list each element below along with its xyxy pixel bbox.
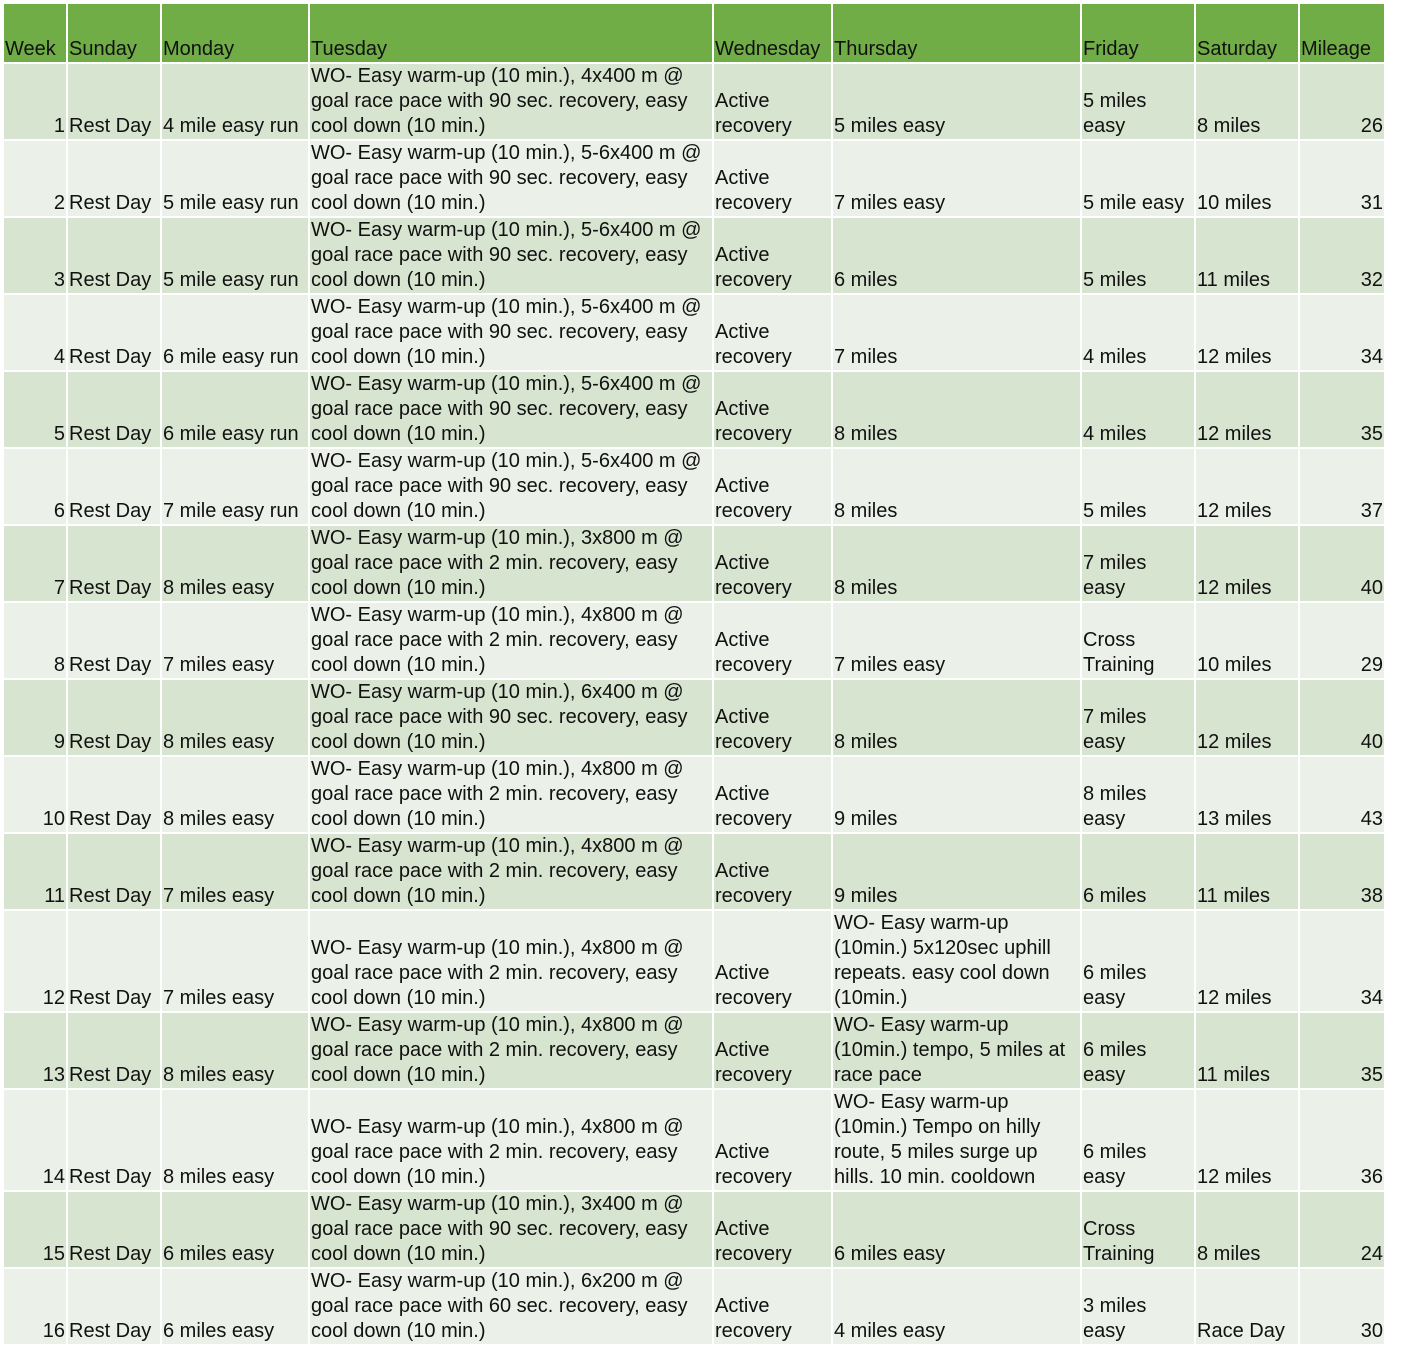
cell-mileage: 36: [1300, 1090, 1384, 1190]
cell-wednesday: Active recovery: [714, 911, 831, 1011]
training-plan-table: [2, 2, 1386, 1346]
cell-mileage: 35: [1300, 372, 1384, 447]
table-row: [4, 64, 1384, 139]
table-row: [4, 680, 1384, 755]
cell-week: 16: [4, 1269, 66, 1344]
header-mileage: Mileage: [1300, 4, 1384, 62]
header-sunday: Sunday: [68, 4, 160, 62]
table-row: [4, 911, 1384, 1011]
cell-wednesday: Active recovery: [714, 1269, 831, 1344]
cell-tuesday: WO- Easy warm-up (10 min.), 5-6x400 m @ goal race pace with 90 sec. recovery, easy cool down (10 min.): [310, 449, 712, 524]
header-wednesday: Wednesday: [714, 4, 831, 62]
cell-saturday: 8 miles: [1196, 1192, 1298, 1267]
cell-wednesday: Active recovery: [714, 141, 831, 216]
cell-friday: 6 miles easy: [1082, 1013, 1194, 1088]
cell-tuesday: WO- Easy warm-up (10 min.), 4x800 m @ goal race pace with 2 min. recovery, easy cool down (10 min.): [310, 834, 712, 909]
cell-wednesday: Active recovery: [714, 834, 831, 909]
cell-wednesday: Active recovery: [714, 680, 831, 755]
cell-mileage: 37: [1300, 449, 1384, 524]
cell-wednesday: Active recovery: [714, 1192, 831, 1267]
table-row: [4, 218, 1384, 293]
header-week: Week: [4, 4, 66, 62]
cell-tuesday: WO- Easy warm-up (10 min.), 3x800 m @ goal race pace with 2 min. recovery, easy cool down (10 min.): [310, 526, 712, 601]
cell-tuesday: WO- Easy warm-up (10 min.), 5-6x400 m @ goal race pace with 90 sec. recovery, easy cool down (10 min.): [310, 295, 712, 370]
cell-sunday: Rest Day: [68, 680, 160, 755]
cell-saturday: 12 miles: [1196, 295, 1298, 370]
cell-week: 10: [4, 757, 66, 832]
cell-saturday: 12 miles: [1196, 372, 1298, 447]
header-monday: Monday: [162, 4, 308, 62]
cell-wednesday: Active recovery: [714, 1013, 831, 1088]
cell-mileage: 31: [1300, 141, 1384, 216]
cell-friday: 5 mile easy: [1082, 141, 1194, 216]
cell-monday: 5 mile easy run: [162, 141, 308, 216]
cell-thursday: WO- Easy warm-up (10min.) 5x120sec uphill repeats. easy cool down (10min.): [833, 911, 1080, 1011]
cell-wednesday: Active recovery: [714, 449, 831, 524]
cell-thursday: 8 miles: [833, 449, 1080, 524]
cell-wednesday: Active recovery: [714, 372, 831, 447]
header-thursday: Thursday: [833, 4, 1080, 62]
table-row: [4, 1192, 1384, 1267]
cell-saturday: 12 miles: [1196, 449, 1298, 524]
cell-saturday: 11 miles: [1196, 834, 1298, 909]
cell-monday: 7 miles easy: [162, 911, 308, 1011]
cell-saturday: 10 miles: [1196, 603, 1298, 678]
cell-monday: 8 miles easy: [162, 1013, 308, 1088]
cell-week: 5: [4, 372, 66, 447]
cell-saturday: 12 miles: [1196, 911, 1298, 1011]
cell-tuesday: WO- Easy warm-up (10 min.), 4x800 m @ goal race pace with 2 min. recovery, easy cool down (10 min.): [310, 603, 712, 678]
cell-tuesday: WO- Easy warm-up (10 min.), 5-6x400 m @ goal race pace with 90 sec. recovery, easy cool down (10 min.): [310, 372, 712, 447]
cell-saturday: 8 miles: [1196, 64, 1298, 139]
cell-wednesday: Active recovery: [714, 603, 831, 678]
cell-friday: Cross Training: [1082, 603, 1194, 678]
cell-thursday: 9 miles: [833, 757, 1080, 832]
cell-week: 14: [4, 1090, 66, 1190]
cell-thursday: 7 miles: [833, 295, 1080, 370]
cell-monday: 6 miles easy: [162, 1269, 308, 1344]
cell-mileage: 34: [1300, 295, 1384, 370]
cell-saturday: 13 miles: [1196, 757, 1298, 832]
cell-sunday: Rest Day: [68, 372, 160, 447]
cell-thursday: 6 miles easy: [833, 1192, 1080, 1267]
table-row: [4, 372, 1384, 447]
table-row: [4, 1013, 1384, 1088]
cell-mileage: 35: [1300, 1013, 1384, 1088]
cell-sunday: Rest Day: [68, 1192, 160, 1267]
cell-week: 8: [4, 603, 66, 678]
cell-week: 12: [4, 911, 66, 1011]
cell-friday: 6 miles easy: [1082, 1090, 1194, 1190]
cell-wednesday: Active recovery: [714, 218, 831, 293]
table-row: [4, 141, 1384, 216]
cell-sunday: Rest Day: [68, 1090, 160, 1190]
cell-wednesday: Active recovery: [714, 64, 831, 139]
cell-friday: 4 miles: [1082, 372, 1194, 447]
cell-sunday: Rest Day: [68, 141, 160, 216]
cell-week: 2: [4, 141, 66, 216]
table-row: [4, 526, 1384, 601]
cell-sunday: Rest Day: [68, 1269, 160, 1344]
cell-monday: 7 miles easy: [162, 603, 308, 678]
cell-sunday: Rest Day: [68, 295, 160, 370]
cell-thursday: 8 miles: [833, 372, 1080, 447]
cell-saturday: 10 miles: [1196, 141, 1298, 216]
cell-mileage: 29: [1300, 603, 1384, 678]
cell-wednesday: Active recovery: [714, 757, 831, 832]
cell-friday: 8 miles easy: [1082, 757, 1194, 832]
cell-monday: 4 mile easy run: [162, 64, 308, 139]
cell-week: 13: [4, 1013, 66, 1088]
cell-monday: 7 mile easy run: [162, 449, 308, 524]
cell-friday: 7 miles easy: [1082, 680, 1194, 755]
cell-friday: 5 miles easy: [1082, 64, 1194, 139]
cell-week: 9: [4, 680, 66, 755]
table-row: [4, 834, 1384, 909]
cell-mileage: 30: [1300, 1269, 1384, 1344]
cell-saturday: 11 miles: [1196, 1013, 1298, 1088]
table-row: [4, 295, 1384, 370]
cell-sunday: Rest Day: [68, 834, 160, 909]
cell-thursday: 5 miles easy: [833, 64, 1080, 139]
cell-week: 6: [4, 449, 66, 524]
cell-tuesday: WO- Easy warm-up (10 min.), 4x800 m @ goal race pace with 2 min. recovery, easy cool down (10 min.): [310, 1013, 712, 1088]
cell-tuesday: WO- Easy warm-up (10 min.), 4x800 m @ goal race pace with 2 min. recovery, easy cool down (10 min.): [310, 911, 712, 1011]
cell-week: 15: [4, 1192, 66, 1267]
cell-mileage: 24: [1300, 1192, 1384, 1267]
cell-tuesday: WO- Easy warm-up (10 min.), 4x400 m @ goal race pace with 90 sec. recovery, easy cool down (10 min.): [310, 64, 712, 139]
cell-sunday: Rest Day: [68, 757, 160, 832]
header-tuesday: Tuesday: [310, 4, 712, 62]
cell-mileage: 40: [1300, 680, 1384, 755]
cell-friday: 5 miles: [1082, 218, 1194, 293]
cell-week: 4: [4, 295, 66, 370]
table-row: [4, 449, 1384, 524]
cell-saturday: 12 miles: [1196, 1090, 1298, 1190]
cell-monday: 6 mile easy run: [162, 295, 308, 370]
cell-saturday: 12 miles: [1196, 526, 1298, 601]
cell-week: 7: [4, 526, 66, 601]
cell-thursday: 9 miles: [833, 834, 1080, 909]
cell-friday: 6 miles easy: [1082, 911, 1194, 1011]
cell-monday: 5 mile easy run: [162, 218, 308, 293]
cell-tuesday: WO- Easy warm-up (10 min.), 6x200 m @ goal race pace with 60 sec. recovery, easy cool down (10 min.): [310, 1269, 712, 1344]
cell-saturday: 11 miles: [1196, 218, 1298, 293]
cell-monday: 6 miles easy: [162, 1192, 308, 1267]
cell-mileage: 38: [1300, 834, 1384, 909]
cell-mileage: 40: [1300, 526, 1384, 601]
cell-tuesday: WO- Easy warm-up (10 min.), 3x400 m @ goal race pace with 90 sec. recovery, easy cool down (10 min.): [310, 1192, 712, 1267]
cell-friday: 7 miles easy: [1082, 526, 1194, 601]
cell-monday: 7 miles easy: [162, 834, 308, 909]
cell-thursday: 7 miles easy: [833, 141, 1080, 216]
cell-thursday: 8 miles: [833, 680, 1080, 755]
cell-friday: 5 miles: [1082, 449, 1194, 524]
cell-tuesday: WO- Easy warm-up (10 min.), 4x800 m @ goal race pace with 2 min. recovery, easy cool down (10 min.): [310, 1090, 712, 1190]
cell-sunday: Rest Day: [68, 1013, 160, 1088]
cell-thursday: 6 miles: [833, 218, 1080, 293]
cell-tuesday: WO- Easy warm-up (10 min.), 5-6x400 m @ goal race pace with 90 sec. recovery, easy cool down (10 min.): [310, 218, 712, 293]
cell-tuesday: WO- Easy warm-up (10 min.), 6x400 m @ goal race pace with 90 sec. recovery, easy cool down (10 min.): [310, 680, 712, 755]
cell-thursday: 7 miles easy: [833, 603, 1080, 678]
cell-sunday: Rest Day: [68, 449, 160, 524]
cell-friday: Cross Training: [1082, 1192, 1194, 1267]
cell-monday: 6 mile easy run: [162, 372, 308, 447]
cell-saturday: Race Day: [1196, 1269, 1298, 1344]
cell-friday: 6 miles: [1082, 834, 1194, 909]
cell-mileage: 34: [1300, 911, 1384, 1011]
cell-tuesday: WO- Easy warm-up (10 min.), 5-6x400 m @ goal race pace with 90 sec. recovery, easy cool down (10 min.): [310, 141, 712, 216]
cell-wednesday: Active recovery: [714, 526, 831, 601]
cell-monday: 8 miles easy: [162, 1090, 308, 1190]
cell-tuesday: WO- Easy warm-up (10 min.), 4x800 m @ goal race pace with 2 min. recovery, easy cool down (10 min.): [310, 757, 712, 832]
cell-wednesday: Active recovery: [714, 1090, 831, 1190]
table-row: [4, 1090, 1384, 1190]
table-row: [4, 1269, 1384, 1344]
cell-sunday: Rest Day: [68, 64, 160, 139]
cell-friday: 3 miles easy: [1082, 1269, 1194, 1344]
cell-thursday: WO- Easy warm-up (10min.) Tempo on hilly route, 5 miles surge up hills. 10 min. cooldown: [833, 1090, 1080, 1190]
cell-thursday: 4 miles easy: [833, 1269, 1080, 1344]
cell-sunday: Rest Day: [68, 911, 160, 1011]
cell-mileage: 43: [1300, 757, 1384, 832]
cell-monday: 8 miles easy: [162, 680, 308, 755]
cell-week: 11: [4, 834, 66, 909]
header-friday: Friday: [1082, 4, 1194, 62]
cell-sunday: Rest Day: [68, 218, 160, 293]
table-row: [4, 757, 1384, 832]
cell-week: 3: [4, 218, 66, 293]
table-row: [4, 603, 1384, 678]
cell-mileage: 26: [1300, 64, 1384, 139]
cell-sunday: Rest Day: [68, 603, 160, 678]
cell-monday: 8 miles easy: [162, 757, 308, 832]
cell-week: 1: [4, 64, 66, 139]
header-saturday: Saturday: [1196, 4, 1298, 62]
cell-thursday: 8 miles: [833, 526, 1080, 601]
cell-saturday: 12 miles: [1196, 680, 1298, 755]
cell-mileage: 32: [1300, 218, 1384, 293]
cell-friday: 4 miles: [1082, 295, 1194, 370]
cell-sunday: Rest Day: [68, 526, 160, 601]
cell-thursday: WO- Easy warm-up (10min.) tempo, 5 miles at race pace: [833, 1013, 1080, 1088]
cell-monday: 8 miles easy: [162, 526, 308, 601]
cell-wednesday: Active recovery: [714, 295, 831, 370]
header-row: [4, 4, 1384, 62]
